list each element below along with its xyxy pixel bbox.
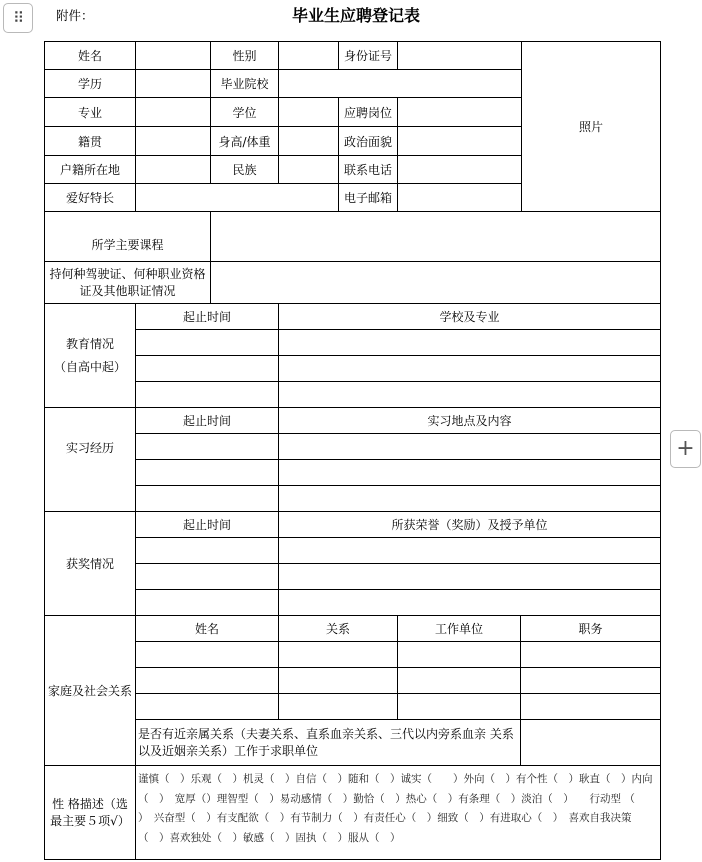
family-col-title: 职务	[521, 616, 661, 642]
field-education[interactable]	[136, 70, 211, 98]
awards-detail-cell[interactable]	[279, 538, 661, 564]
field-email[interactable]	[398, 184, 522, 212]
field-hobbies[interactable]	[136, 184, 339, 212]
education-col-time: 起止时间	[136, 304, 279, 330]
education-history-subtitle: （自高中起）	[53, 359, 126, 374]
education-detail-cell[interactable]	[279, 356, 661, 382]
traits-line: 谨慎（ ）乐观（ ）机灵（ ）自信（ ）随和（ ）诚实（ ）外向（ ）有个性（ ）耿直（ ）内向	[138, 773, 653, 785]
education-detail-cell[interactable]	[279, 382, 661, 408]
label-certificates: 持何种驾驶证、何种职业资格证及其他职证情况	[45, 262, 211, 304]
label-degree: 学位	[211, 98, 279, 127]
internship-col-time: 起止时间	[136, 408, 279, 434]
field-height-weight[interactable]	[279, 127, 339, 156]
photo-box[interactable]: 照片	[522, 42, 661, 212]
field-political-status[interactable]	[398, 127, 522, 156]
field-degree[interactable]	[279, 98, 339, 127]
traits-line: ） 兴奋型（ ）有支配欲（ ）有节制力（ ）有责任心（ ）细致（ ）有进取心（ ） 喜欢自我决策	[138, 812, 632, 824]
field-ethnicity[interactable]	[279, 156, 339, 184]
relatives-question: 是否有近亲属关系（夫妻关系、直系血亲关系、三代以内旁系血亲 关系以及近姻亲关系）工作于求职单位	[136, 720, 521, 766]
education-time-cell[interactable]	[136, 330, 279, 356]
internship-time-cell[interactable]	[136, 486, 279, 512]
field-courses[interactable]	[211, 212, 661, 262]
traits-line: （ ）喜欢独处（ ）敏感（ ）固执（ ）服从（ ）	[138, 831, 401, 844]
field-position[interactable]	[398, 98, 522, 127]
internship-detail-cell[interactable]	[279, 460, 661, 486]
awards-time-cell[interactable]	[136, 564, 279, 590]
family-work-cell[interactable]	[398, 668, 521, 694]
education-time-cell[interactable]	[136, 382, 279, 408]
label-position: 应聘岗位	[339, 98, 398, 127]
label-email: 电子邮箱	[339, 184, 398, 212]
field-name[interactable]	[136, 42, 211, 70]
grip-dots-icon: ⠿	[13, 8, 23, 27]
family-work-cell[interactable]	[398, 642, 521, 668]
label-phone: 联系电话	[339, 156, 398, 184]
family-name-cell[interactable]	[136, 694, 279, 720]
internship-time-cell[interactable]	[136, 434, 279, 460]
label-education-history	[45, 304, 136, 408]
field-certificates[interactable]	[211, 262, 661, 304]
family-col-name: 姓名	[136, 616, 279, 642]
field-id-number[interactable]	[398, 42, 522, 70]
label-native-place: 籍贯	[45, 127, 136, 156]
field-major[interactable]	[136, 98, 211, 127]
awards-col-detail: 所获荣誉（奖励）及授予单位	[279, 512, 661, 538]
personality-traits[interactable]	[136, 766, 661, 860]
add-block-button[interactable]	[670, 430, 701, 468]
plus-icon: +	[676, 436, 695, 461]
field-phone[interactable]	[398, 156, 522, 184]
label-hukou: 户籍所在地	[45, 156, 136, 184]
internship-detail-cell[interactable]	[279, 486, 661, 512]
internship-detail-cell[interactable]	[279, 434, 661, 460]
attachment-label: 附件：	[56, 8, 94, 23]
label-courses: 所学主要课程	[45, 212, 211, 262]
education-time-cell[interactable]	[136, 356, 279, 382]
family-name-cell[interactable]	[136, 642, 279, 668]
label-ethnicity: 民族	[211, 156, 279, 184]
education-col-detail: 学校及专业	[279, 304, 661, 330]
family-name-cell[interactable]	[136, 668, 279, 694]
label-family: 家庭及社会关系	[45, 616, 136, 766]
family-relation-cell[interactable]	[279, 694, 398, 720]
awards-detail-cell[interactable]	[279, 564, 661, 590]
field-native-place[interactable]	[136, 127, 211, 156]
label-personality: 性 格描述（选最主要５项√）	[45, 766, 136, 860]
family-col-work: 工作单位	[398, 616, 521, 642]
awards-time-cell[interactable]	[136, 538, 279, 564]
page-title	[0, 3, 702, 26]
family-relation-cell[interactable]	[279, 642, 398, 668]
family-title-cell[interactable]	[521, 668, 661, 694]
family-work-cell[interactable]	[398, 694, 521, 720]
label-school: 毕业院校	[211, 70, 279, 98]
field-gender[interactable]	[279, 42, 339, 70]
awards-col-time: 起止时间	[136, 512, 279, 538]
family-relation-cell[interactable]	[279, 668, 398, 694]
internship-time-cell[interactable]	[136, 460, 279, 486]
label-major: 专业	[45, 98, 136, 127]
education-history-title: 教育情况	[65, 336, 114, 351]
title-text: 毕业生应聘登记表	[291, 6, 420, 25]
awards-time-cell[interactable]	[136, 590, 279, 616]
traits-line: （ ） 宽厚（）理智型（ ）易动感情（ ）勤恰（ ）热心（ ）有条理（ ）淡泊（ ） 行动型 （	[138, 792, 635, 805]
label-political-status: 政治面貌	[339, 127, 398, 156]
family-title-cell[interactable]	[521, 694, 661, 720]
label-gender: 性别	[211, 42, 279, 70]
family-col-relation: 关系	[279, 616, 398, 642]
family-title-cell[interactable]	[521, 642, 661, 668]
field-hukou[interactable]	[136, 156, 211, 184]
education-detail-cell[interactable]	[279, 330, 661, 356]
internship-col-detail: 实习地点及内容	[279, 408, 661, 434]
label-name: 姓名	[45, 42, 136, 70]
awards-detail-cell[interactable]	[279, 590, 661, 616]
label-education: 学历	[45, 70, 136, 98]
label-internship: 实习经历	[45, 408, 136, 512]
registration-form	[44, 41, 661, 860]
label-hobbies: 爱好特长	[45, 184, 136, 212]
relatives-answer-cell[interactable]	[521, 720, 661, 766]
field-school[interactable]	[279, 70, 522, 98]
label-id-number: 身份证号	[339, 42, 398, 70]
label-height-weight: 身高/体重	[211, 127, 279, 156]
label-awards: 获奖情况	[45, 512, 136, 616]
